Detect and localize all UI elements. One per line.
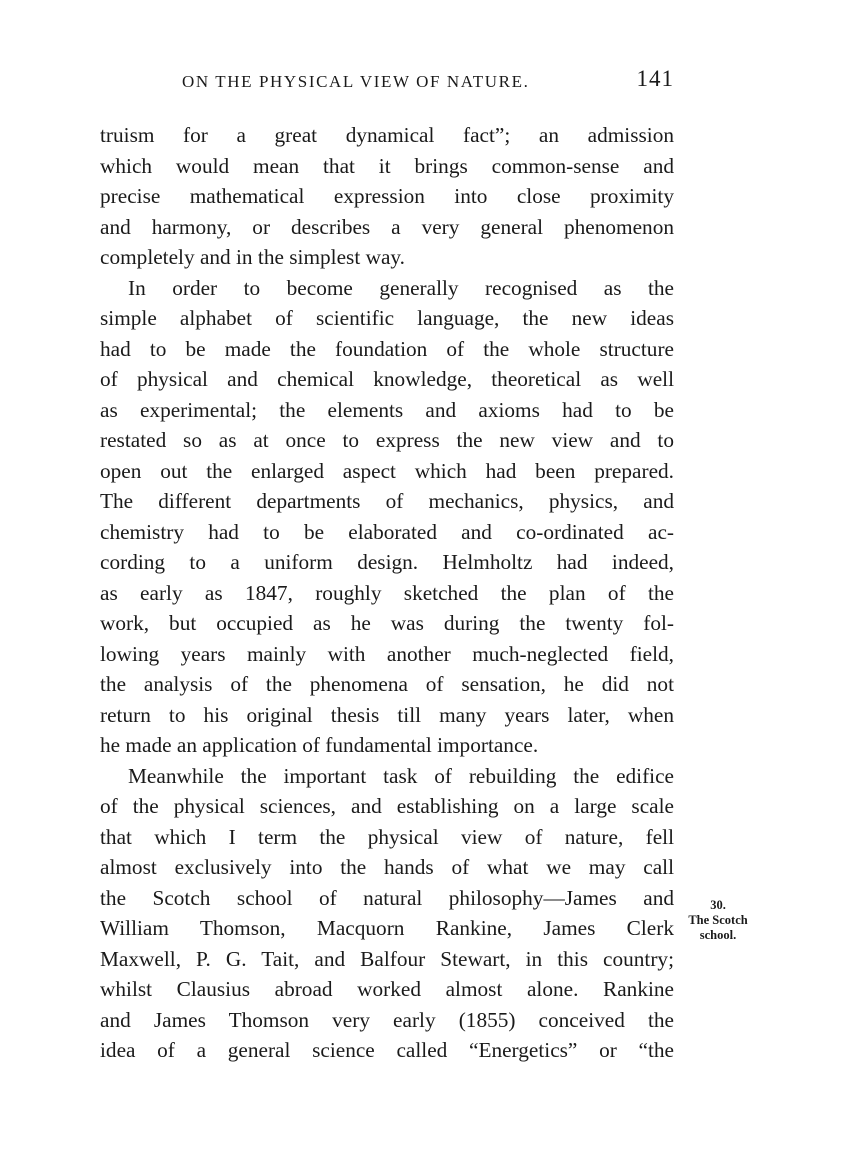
text-line: which would mean that it brings common-sense and bbox=[100, 153, 674, 178]
text-line: of the physical sciences, and establishing on a large scale bbox=[100, 794, 674, 818]
text-line: simple alphabet of scientific language, the new ideas bbox=[100, 306, 674, 330]
text-line: completely and in the simplest way. bbox=[100, 245, 405, 269]
margin-note-line: The Scotch bbox=[688, 913, 748, 927]
running-header bbox=[100, 66, 674, 98]
text-line: work, but occupied as he was during the twenty fol- bbox=[100, 611, 674, 635]
text-line: and James Thomson very early (1855) conceived the bbox=[100, 1007, 674, 1032]
paragraph-start-line: Meanwhile the important task of rebuilding the edifice bbox=[128, 763, 674, 788]
text-line: idea of a general science called “Energetics” or “the bbox=[100, 1038, 674, 1062]
text-line: almost exclusively into the hands of what we may call bbox=[100, 855, 674, 879]
text-line: and harmony, or describes a very general phenomenon bbox=[100, 214, 674, 239]
paragraph-start-line: In order to become generally recognised as the bbox=[128, 275, 674, 300]
text-line: precise mathematical expression into close proximity bbox=[100, 184, 674, 208]
text-line: return to his original thesis till many years later, when bbox=[100, 702, 674, 727]
body-text bbox=[100, 120, 674, 1066]
text-line: as early as 1847, roughly sketched the plan of the bbox=[100, 580, 674, 605]
text-line: open out the enlarged aspect which had been prepared. bbox=[100, 458, 674, 483]
text-line: The different departments of mechanics, physics, and bbox=[100, 489, 674, 513]
text-line: had to be made the foundation of the whole structure bbox=[100, 336, 674, 361]
page-number: 141 bbox=[636, 66, 674, 91]
text-line: William Thomson, Macquorn Rankine, James Clerk bbox=[100, 916, 674, 940]
text-line: as experimental; the elements and axioms had to be bbox=[100, 397, 674, 422]
margin-note-line: school. bbox=[699, 928, 737, 942]
margin-note bbox=[678, 898, 758, 943]
text-line: of physical and chemical knowledge, theoretical as well bbox=[100, 367, 674, 391]
running-title: ON THE PHYSICAL VIEW OF NATURE. bbox=[182, 72, 530, 91]
text-line: whilst Clausius abroad worked almost alone. Rankine bbox=[100, 977, 674, 1001]
text-line: the analysis of the phenomena of sensation, he did not bbox=[100, 672, 674, 696]
text-line: restated so as at once to express the new view and to bbox=[100, 428, 674, 452]
text-line: truism for a great dynamical fact”; an admission bbox=[100, 123, 674, 147]
text-line: the Scotch school of natural philosophy—James and bbox=[100, 885, 674, 910]
text-line: that which I term the physical view of nature, fell bbox=[100, 824, 674, 849]
text-line: lowing years mainly with another much-neglected field, bbox=[100, 641, 674, 666]
text-line: cording to a uniform design. Helmholtz had indeed, bbox=[100, 550, 674, 574]
margin-note-number: 30. bbox=[710, 898, 726, 912]
text-line: Maxwell, P. G. Tait, and Balfour Stewart, in this country; bbox=[100, 946, 674, 971]
text-line: he made an application of fundamental importance. bbox=[100, 733, 539, 757]
text-line: chemistry had to be elaborated and co-ordinated ac- bbox=[100, 519, 674, 544]
